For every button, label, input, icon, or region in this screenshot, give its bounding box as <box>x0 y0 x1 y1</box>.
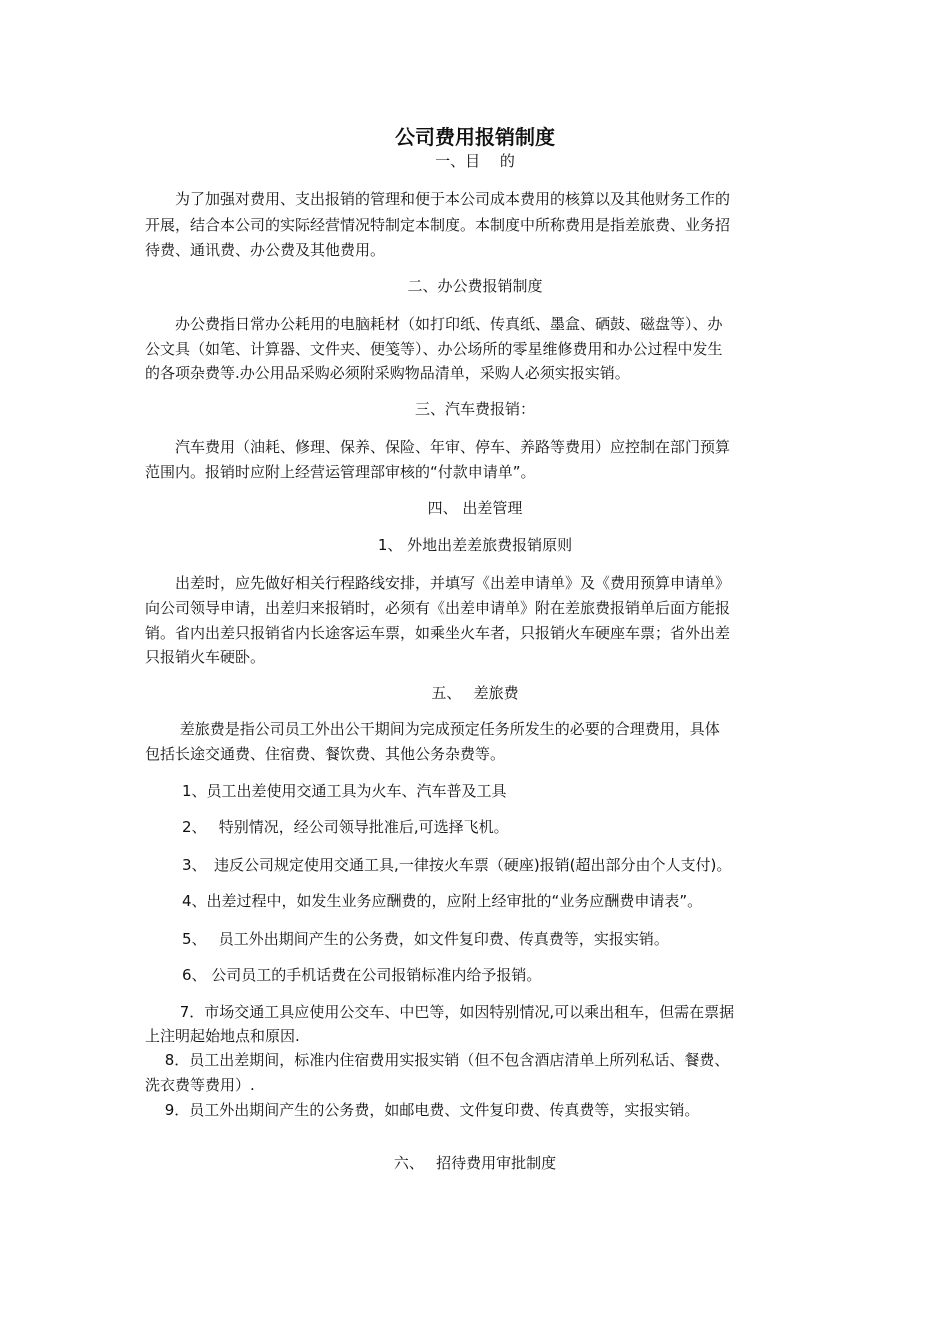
section-2-line-3: 的各项杂费等.办公用品采购必须附采购物品清单，采购人必须实报实销。 <box>145 364 630 382</box>
section-3-line-2: 范围内。报销时应附上经营运管理部审核的“付款申请单”。 <box>145 463 536 481</box>
numbered-item-8-line-1: 8．员工出差期间，标准内住宿费用实报实销（但不包含酒店清单上所列私话、餐费、 <box>145 1051 730 1069</box>
section-1-heading: 一、目 的 <box>435 152 515 170</box>
list-item-3: 3、 违反公司规定使用交通工具,一律按火车票（硬座)报销(超出部分由个人支付)。 <box>182 856 732 874</box>
section-4-subheading: 1、 外地出差差旅费报销原则 <box>377 536 573 554</box>
section-3-heading: 三、汽车费报销： <box>414 400 535 418</box>
section-4-line-4: 只报销火车硬卧。 <box>145 648 266 666</box>
numbered-item-8-line-2: 洗衣费等费用）. <box>145 1076 255 1094</box>
section-1-line-2: 开展，结合本公司的实际经营情况特制定本制度。本制度中所称费用是指差旅费、业务招 <box>145 216 731 234</box>
numbered-item-7-line-1: 7．市场交通工具应使用公交车、中巴等，如因特别情况,可以乘出租车，但需在票据 <box>145 1003 735 1021</box>
list-item-1: 1、员工出差使用交通工具为火车、汽车普及工具 <box>182 782 507 800</box>
section-2-line-1: 办公费指日常办公耗用的电脑耗材（如打印纸、传真纸、墨盒、硒鼓、磁盘等）、办 <box>145 315 723 333</box>
section-1-line-1: 为了加强对费用、支出报销的管理和便于本公司成本费用的核算以及其他财务工作的 <box>145 190 731 208</box>
section-6-heading: 六、 招待费用审批制度 <box>393 1154 557 1172</box>
section-2-line-2: 公文具（如笔、计算器、文件夹、便笺等）、办公场所的零星维修费用和办公过程中发生 <box>145 340 723 358</box>
list-item-2: 2、 特别情况，经公司领导批准后,可选择飞机。 <box>182 818 509 836</box>
list-item-4: 4、出差过程中，如发生业务应酬费的，应附上经审批的“业务应酬费申请表”。 <box>182 892 703 910</box>
numbered-item-9: 9．员工外出期间产生的公务费，如邮电费、文件复印费、传真费等，实报实销。 <box>145 1101 700 1119</box>
section-4-line-3: 销。省内出差只报销省内长途客运车票，如乘坐火车者，只报销火车硬座车票；省外出差 <box>145 624 731 642</box>
section-4-line-2: 向公司领导申请，出差归来报销时，必须有《出差申请单》附在差旅费报销单后面方能报 <box>145 599 731 617</box>
list-item-6: 6、 公司员工的手机话费在公司报销标准内给予报销。 <box>182 966 542 984</box>
section-4-heading: 四、 出差管理 <box>427 499 523 517</box>
section-2-heading: 二、办公费报销制度 <box>407 277 543 295</box>
list-item-5: 5、 员工外出期间产生的公务费，如文件复印费、传真费等，实报实销。 <box>182 930 669 948</box>
section-1-line-3: 待费、通讯费、办公费及其他费用。 <box>145 241 386 259</box>
document-title: 公司费用报销制度 <box>395 125 555 149</box>
section-5-line-1: 差旅费是指公司员工外出公干期间为完成预定任务所发生的必要的合理费用，具体 <box>145 720 720 738</box>
section-4-line-1: 出差时，应先做好相关行程路线安排，并填写《出差申请单》及《费用预算申请单》 <box>145 574 731 592</box>
numbered-item-7-line-2: 上注明起始地点和原因. <box>145 1027 300 1045</box>
section-5-line-2: 包括长途交通费、住宿费、餐饮费、其他公务杂费等。 <box>145 745 506 763</box>
section-5-heading: 五、 差旅费 <box>431 684 519 702</box>
section-3-line-1: 汽车费用（油耗、修理、保养、保险、年审、停车、养路等费用）应控制在部门预算 <box>145 438 731 456</box>
